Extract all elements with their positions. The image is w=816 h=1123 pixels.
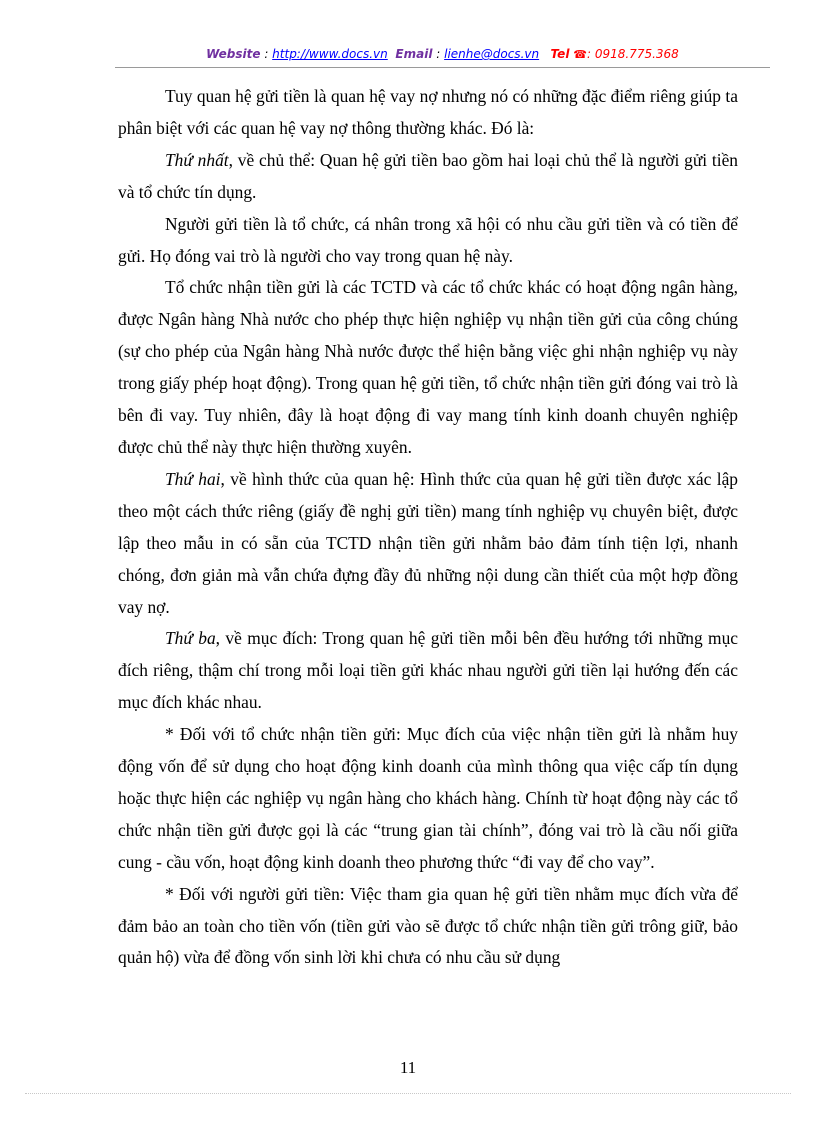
paragraph-text: , về mục đích: Trong quan hệ gửi tiền mỗi bên đều hướng tới những mục đích riêng, thậm chí trong mỗi loại tiền gửi khác nhau người gửi tiền lại hướng đến các mục đích khác nhau. bbox=[118, 628, 738, 713]
paragraph: Tuy quan hệ gửi tiền là quan hệ vay nợ nhưng nó có những đặc điểm riêng giúp ta phân biệt với các quan hệ vay nợ thông thường khác. Đó là: bbox=[118, 86, 738, 138]
paragraph bbox=[118, 623, 738, 719]
paragraph bbox=[118, 464, 738, 624]
email-separator: : bbox=[432, 47, 445, 61]
header-divider bbox=[115, 67, 770, 68]
paragraph-text: , về chủ thể: Quan hệ gửi tiền bao gồm hai loại chủ thể là người gửi tiền và tổ chức tín dụng. bbox=[118, 149, 738, 202]
paragraph-text: , về hình thức của quan hệ: Hình thức của quan hệ gửi tiền được xác lập theo một cách thức riêng (giấy đề nghị gửi tiền) mang tính nghiệp vụ chuyên biệt, được lập theo mẫu in có sẵn của TCTD nhận tiền gửi nhằm bảo đảm tính tiện lợi, nhanh chóng, đơn giản mà vẫn chứa đựng đầy đủ những nội dung cần thiết của một hợp đồng vay nợ. bbox=[118, 468, 738, 617]
paragraph: * Đối với người gửi tiền: Việc tham gia quan hệ gửi tiền nhằm mục đích vừa để đảm bảo an toàn cho tiền vốn (tiền gửi vào sẽ được tổ chức nhận tiền gửi trông giữ, bảo quản hộ) vừa để đồng vốn sinh lời khi chưa có nhu cầu sử dụng bbox=[118, 883, 738, 968]
footer-divider bbox=[25, 1093, 791, 1094]
paragraph: * Đối với tổ chức nhận tiền gửi: Mục đích của việc nhận tiền gửi là nhằm huy động vốn để sử dụng cho hoạt động kinh doanh của mình thông qua việc cấp tín dụng hoặc thực hiện các nghiệp vụ ngân hàng cho khách hàng. Chính từ hoạt động này các tổ chức nhận tiền gửi được gọi là các “trung gian tài chính”, đóng vai trò là cầu nối giữa cung - cầu vốn, hoạt động kinh doanh theo phương thức “đi vay để cho vay”. bbox=[118, 724, 738, 872]
paragraph: Tổ chức nhận tiền gửi là các TCTD và các tổ chức khác có hoạt động ngân hàng, được Ngân hàng Nhà nước cho phép thực hiện nghiệp vụ nhận tiền gửi của công chúng (sự cho phép của Ngân hàng Nhà nước được thể hiện bằng việc ghi nhận nghiệp vụ này trong giấy phép hoạt động). Trong quan hệ gửi tiền, tổ chức nhận tiền gửi đóng vai trò là bên đi vay. Tuy nhiên, đây là hoạt động đi vay mang tính kinh doanh chuyên nghiệp được chủ thể này thực hiện thường xuyên. bbox=[118, 277, 738, 457]
website-separator: : bbox=[260, 47, 273, 61]
phone-icon: ☎ bbox=[573, 48, 587, 61]
paragraph: Người gửi tiền là tổ chức, cá nhân trong xã hội có nhu cầu gửi tiền và có tiền để gửi. Họ đóng vai trò là người cho vay trong quan hệ này. bbox=[118, 213, 738, 266]
emphasis-text: Thứ nhất bbox=[165, 149, 229, 170]
email-label: Email bbox=[395, 47, 433, 61]
tel-number: : 0918.775.368 bbox=[586, 47, 679, 61]
tel-label: Tel bbox=[550, 47, 570, 61]
website-label: Website bbox=[206, 47, 261, 61]
email-link[interactable]: lienhe@docs.vn bbox=[444, 47, 540, 61]
page-header bbox=[115, 47, 770, 65]
page-number: 11 bbox=[399, 1058, 417, 1077]
document-body bbox=[118, 81, 738, 974]
paragraph bbox=[118, 145, 738, 209]
emphasis-text: Thứ ba bbox=[165, 628, 216, 649]
website-link[interactable]: http://www.docs.vn bbox=[272, 47, 388, 61]
emphasis-text: Thứ hai bbox=[165, 468, 221, 489]
